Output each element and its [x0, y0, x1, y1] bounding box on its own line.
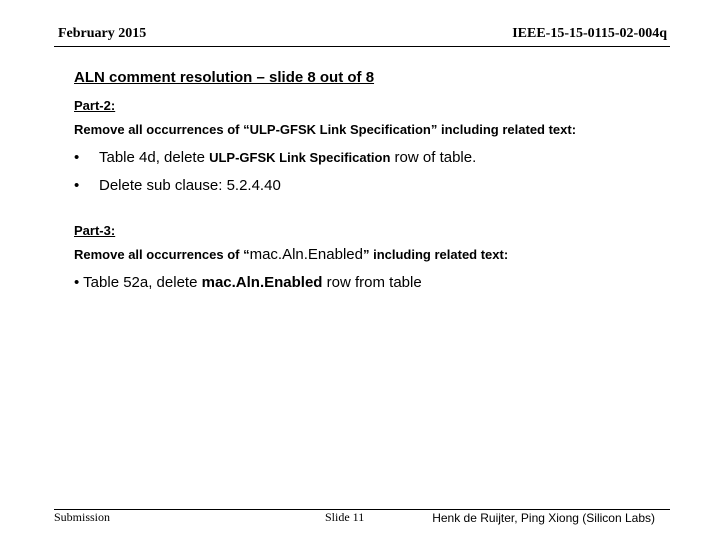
part2-intro: Remove all occurrences of “ULP-GFSK Link Specification” including related text: — [74, 122, 577, 137]
part2-bullet-2 — [74, 176, 674, 196]
bullet-marker: • — [74, 177, 80, 194]
part2-heading: Part-2: — [74, 98, 116, 113]
header-date: February 2015 — [58, 26, 147, 41]
part3-item-prefix: Table 52a, delete — [83, 274, 202, 291]
part3-item-suffix: row from table — [322, 274, 422, 291]
slide-content — [74, 68, 674, 293]
slide-title: ALN comment resolution – slide 8 out of 8 — [74, 69, 375, 86]
part3-intro-end: ” including related text: — [362, 247, 509, 262]
header-doc-id: IEEE-15-15-0115-02-004q — [512, 26, 667, 41]
part3-item-term: mac.Aln.Enabled — [201, 274, 323, 291]
part3-item — [74, 273, 674, 293]
part3-intro-term: mac.Aln.Enabled — [249, 246, 363, 263]
bullet-1-suffix: row of table. — [390, 149, 477, 166]
bullet-marker: • — [74, 149, 80, 166]
bullet-1-prefix: Table 4d, delete — [99, 149, 210, 166]
part3-intro-start: Remove all occurrences of “ — [74, 247, 250, 262]
part2-bullet-1 — [74, 148, 674, 168]
footer-submission: Submission — [54, 510, 111, 524]
part2-bullets — [74, 148, 674, 196]
footer-authors: Henk de Ruijter, Ping Xiong (Silicon Labs) — [432, 511, 655, 525]
part3-heading: Part-3: — [74, 223, 116, 238]
part3-item-marker: • — [74, 274, 80, 291]
header-divider — [54, 46, 670, 47]
bullet-2-text: Delete sub clause: 5.2.4.40 — [99, 177, 281, 194]
footer-slide-number: Slide 11 — [325, 510, 365, 524]
bullet-1-term: ULP-GFSK Link Specification — [209, 150, 391, 165]
part3-intro — [74, 245, 674, 265]
